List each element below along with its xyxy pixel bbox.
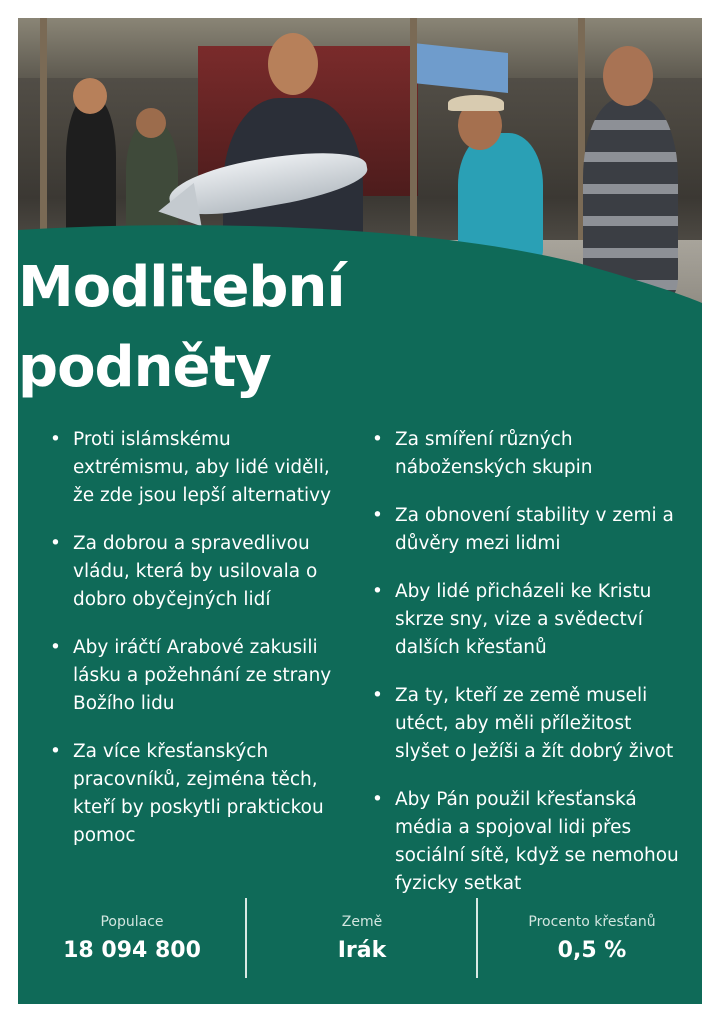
stat-population xyxy=(18,898,246,963)
page-title xyxy=(18,248,345,408)
stat-value: Irák xyxy=(337,938,387,963)
stat-label: Země xyxy=(341,914,383,930)
divider xyxy=(245,898,247,978)
bullet-icon: • xyxy=(50,533,61,554)
bullet-icon: • xyxy=(372,581,383,602)
title-line-2: podněty xyxy=(18,335,271,400)
prayer-list-left xyxy=(48,426,348,870)
title-line-1: Modlitební xyxy=(18,255,345,320)
bullet-icon: • xyxy=(372,789,383,810)
list-item: • Aby iráčtí Arabové zakusili lásku a požehnání ze strany Božího lidu xyxy=(48,634,348,718)
list-item: • Za smíření různých náboženských skupin xyxy=(370,426,690,482)
list-item: • Za obnovení stability v zemi a důvěry mezi lidmi xyxy=(370,502,690,558)
list-item: • Za více křesťanských pracovníků, zejména těch, kteří by poskytli praktickou pomoc xyxy=(48,738,348,850)
stat-value: 0,5 % xyxy=(557,938,627,963)
list-item: • Proti islámskému extrémismu, aby lidé viděli, že zde jsou lepší alternativy xyxy=(48,426,348,510)
prayer-list-right xyxy=(370,426,690,918)
bullet-icon: • xyxy=(372,685,383,706)
list-item: • Za dobrou a spravedlivou vládu, která by usilovala o dobro obyčejných lidí xyxy=(48,530,348,614)
bullet-icon: • xyxy=(50,741,61,762)
list-item: • Aby lidé přicházeli ke Kristu skrze sny, vize a svědectví dalších křesťanů xyxy=(370,578,690,662)
stat-label: Procento křesťanů xyxy=(528,914,656,930)
list-item: • Za ty, kteří ze země museli utéct, aby měli příležitost slyšet o Ježíši a žít dobrý život xyxy=(370,682,690,766)
stat-country xyxy=(248,898,476,963)
stats-bar xyxy=(18,898,702,978)
bullet-icon: • xyxy=(372,429,383,450)
stat-label: Populace xyxy=(100,914,164,930)
bullet-icon: • xyxy=(50,429,61,450)
list-item: • Aby Pán použil křesťanská média a spojoval lidi přes sociální sítě, když se nemohou fyzicky setkat xyxy=(370,786,690,898)
stat-value: 18 094 800 xyxy=(63,938,201,963)
prayer-card xyxy=(18,18,702,1004)
bullet-icon: • xyxy=(372,505,383,526)
stat-christians xyxy=(478,898,702,963)
bullet-icon: • xyxy=(50,637,61,658)
